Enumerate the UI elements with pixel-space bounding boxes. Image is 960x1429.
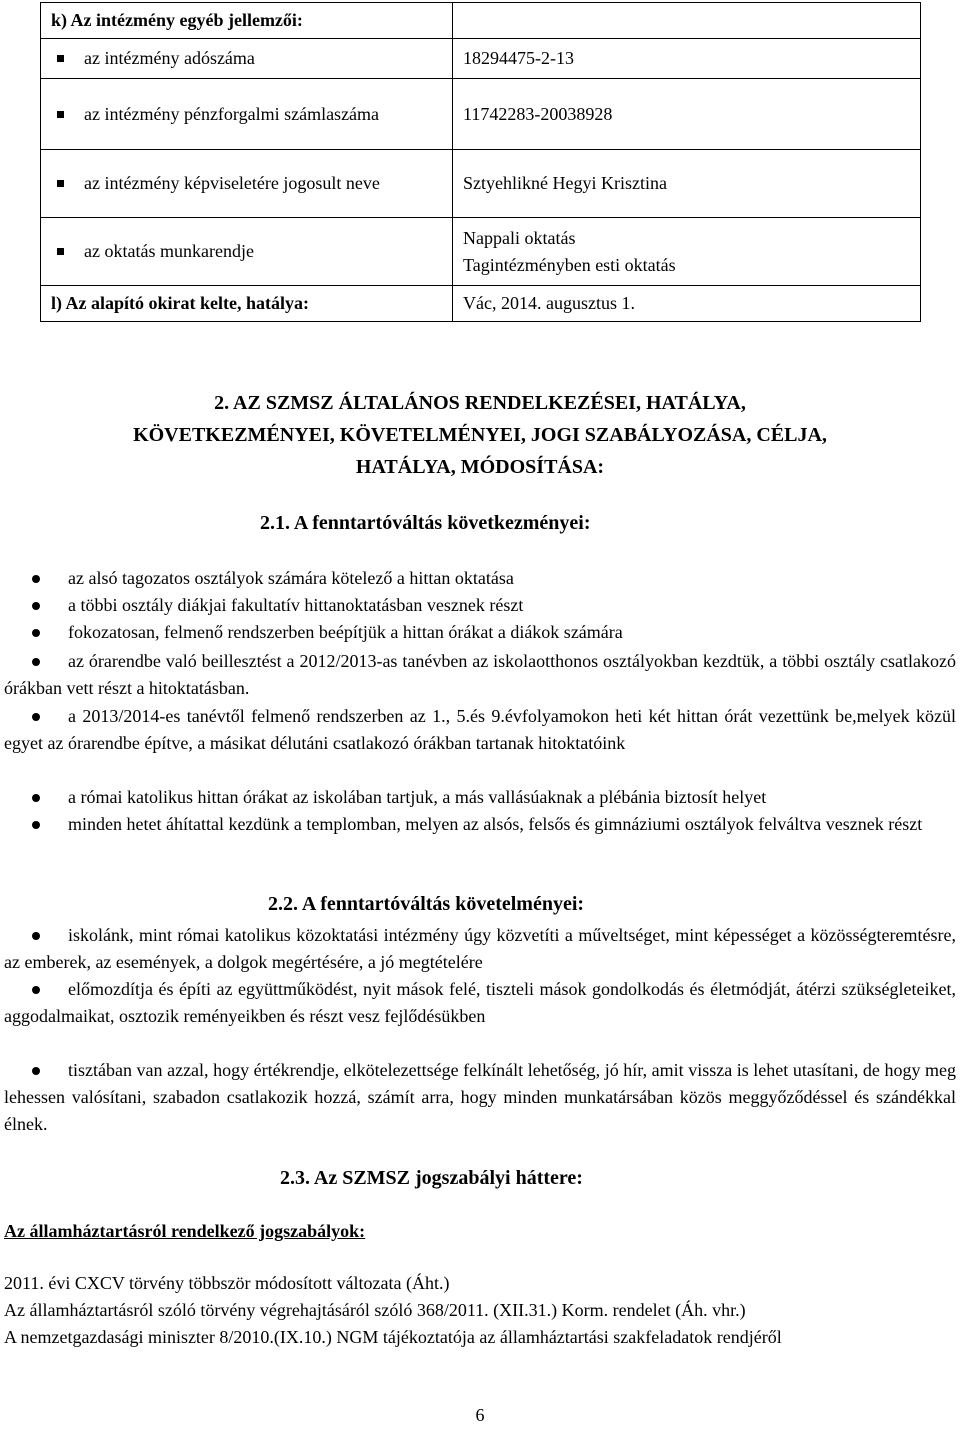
table-row	[41, 218, 921, 286]
list-item: iskolánk, mint római katolikus közoktatási intézmény úgy közvetíti a műveltséget, mint képességet a közösségteremtésre, az emberek, az események, a dolgok megértésére, a jó megtételére	[4, 925, 956, 972]
row-value: 11742283-20038928	[453, 79, 921, 150]
table-row	[41, 150, 921, 218]
section-2-1-heading: 2.1. A fenntartóváltás következményei:	[260, 512, 591, 534]
table-row	[41, 286, 921, 322]
bullet-icon	[32, 1067, 40, 1075]
square-bullet-icon	[57, 248, 64, 255]
list-item: a 2013/2014-es tanévtől felmenő rendszerben az 1., 5.és 9.évfolyamokon heti két hittan órát vezettünk be,melyek közül egyet az órarendbe építve, a másikat délutáni csatlakozó órákban tartanak hitoktatóink	[4, 706, 956, 753]
l-value: Vác, 2014. augusztus 1.	[453, 286, 921, 322]
section-2-3-heading: 2.3. Az SZMSZ jogszabályi háttere:	[280, 1167, 583, 1189]
table-row	[41, 39, 921, 79]
bullet-icon	[32, 713, 40, 721]
institution-info-table	[40, 2, 921, 322]
bullet-icon	[32, 986, 40, 994]
row-label: az intézmény adószáma	[84, 48, 255, 68]
legal-line-3: A nemzetgazdasági miniszter 8/2010.(IX.10.) NGM tájékoztatója az államháztartási szakfeladatok rendjéről	[4, 1327, 782, 1347]
list-item: tisztában van azzal, hogy értékrendje, elkötelezettsége felkínált lehetőség, jó hír, amit vissza is lehet utasítani, de hogy meg lehessen valósítani, szabadon csatlakozik hozzá, számít arra, hogy minden munkatársában közös meggyőződéssel és szándékkal élnek.	[4, 1060, 956, 1134]
row-label: az oktatás munkarendje	[84, 241, 254, 261]
l-label: l) Az alapító okirat kelte, hatálya:	[41, 286, 453, 322]
row-value: 18294475-2-13	[453, 39, 921, 79]
legal-line-2: Az államháztartásról szóló törvény végrehajtásáról szóló 368/2011. (XII.31.) Korm. rendelet (Áh. vhr.)	[4, 1300, 746, 1320]
section-2-title-line-1: 2. AZ SZMSZ ÁLTALÁNOS RENDELKEZÉSEI, HATÁLYA,	[214, 392, 746, 414]
legal-subheading: Az államháztartásról rendelkező jogszabályok:	[4, 1221, 366, 1241]
bullet-icon	[32, 932, 40, 940]
row-label: az intézmény képviseletére jogosult neve	[84, 173, 380, 193]
list-item: minden hetet áhítattal kezdünk a templomban, melyen az alsós, felsős és gimnáziumi osztályok felváltva vesznek részt	[4, 811, 956, 838]
bullet-icon	[32, 602, 40, 610]
list-item: előmozdítja és építi az együttműködést, nyit mások felé, tiszteli mások gondolkodás és életmódját, átérzi szükségleteiket, aggodalmaikat, osztozik reményeikben és részt vesz fejlődésükben	[4, 979, 956, 1026]
square-bullet-icon	[57, 180, 64, 187]
list-item: a többi osztály diákjai fakultatív hittanoktatásban vesznek részt	[4, 592, 956, 619]
list-item: a római katolikus hittan órákat az iskolában tartjuk, a más vallásúaknak a plébánia biztosít helyet	[4, 784, 956, 811]
row-value-2: Tagintézményben esti oktatás	[463, 254, 676, 275]
row-label: az intézmény pénzforgalmi számlaszáma	[84, 103, 380, 124]
bullet-icon	[32, 658, 40, 666]
bullet-icon	[32, 629, 40, 637]
square-bullet-icon	[57, 55, 64, 62]
table-row	[41, 79, 921, 150]
row-value: Sztyehlikné Hegyi Krisztina	[453, 150, 921, 218]
square-bullet-icon	[57, 111, 64, 118]
list-item: az alsó tagozatos osztályok számára kötelező a hittan oktatása	[4, 565, 956, 592]
k-heading: k) Az intézmény egyéb jellemzői:	[41, 3, 453, 39]
table-row	[41, 3, 921, 39]
bullet-icon	[32, 821, 40, 829]
empty-cell	[453, 3, 921, 39]
list-item: az órarendbe való beillesztést a 2012/2013-as tanévben az iskolaotthonos osztályokban kezdtük, a többi osztály csatlakozó órákban vett részt a hitoktatásban.	[4, 651, 956, 698]
section-2-title-line-3: HATÁLYA, MÓDOSÍTÁSA:	[355, 456, 605, 478]
section-2-title-line-2: KÖVETKEZMÉNYEI, KÖVETELMÉNYEI, JOGI SZABÁLYOZÁSA, CÉLJA,	[133, 424, 827, 446]
bullet-icon	[32, 575, 40, 583]
row-value: Nappali oktatás	[463, 227, 576, 248]
bullet-icon	[32, 794, 40, 802]
list-item: fokozatosan, felmenő rendszerben beépítjük a hittan órákat a diákok számára	[4, 619, 956, 646]
section-2-2-heading: 2.2. A fenntartóváltás követelményei:	[268, 893, 585, 915]
page-number: 6	[475, 1405, 485, 1425]
legal-line-1: 2011. évi CXCV törvény többször módosított változata (Áht.)	[4, 1273, 450, 1293]
